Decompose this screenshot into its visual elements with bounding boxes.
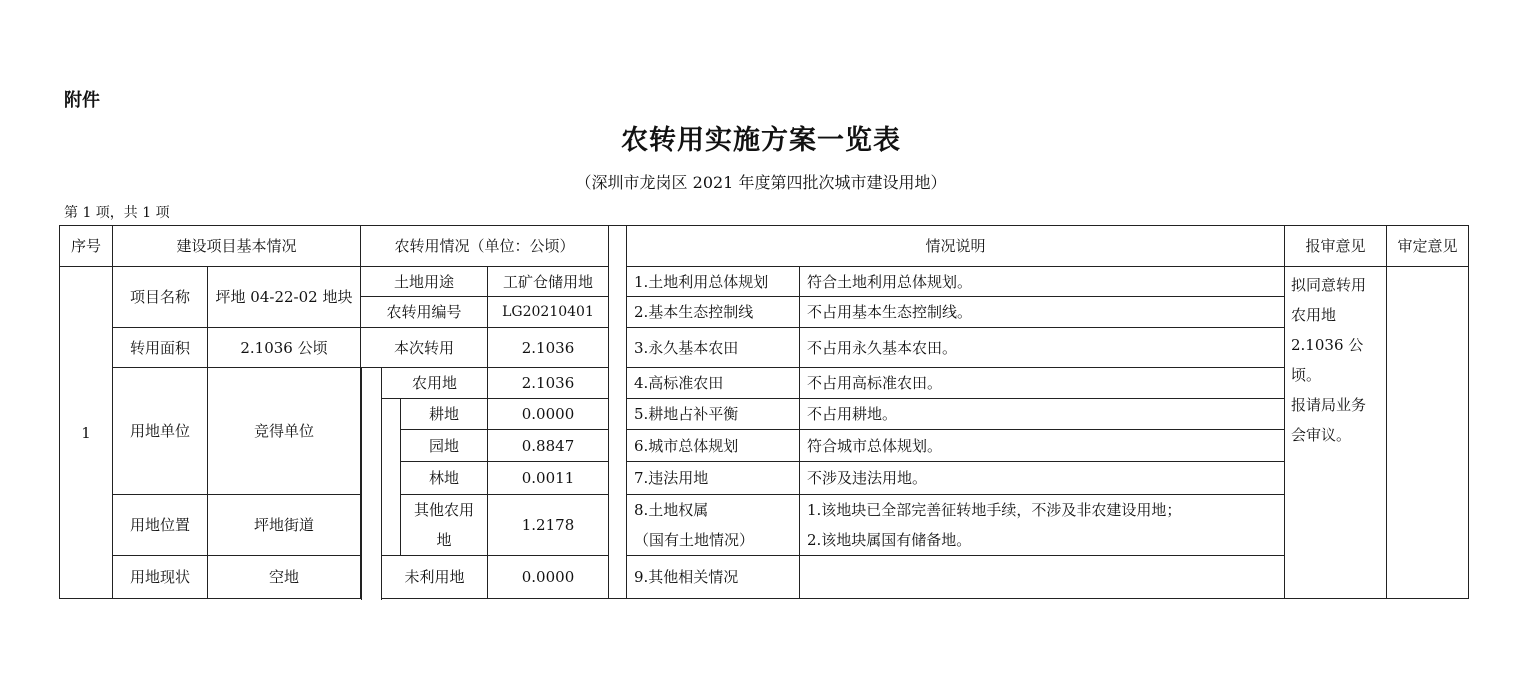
arable-label: 耕地 [400, 398, 488, 430]
unused-value: 0.0000 [487, 555, 609, 599]
agri-label: 农用地 [381, 367, 488, 399]
area-label: 转用面积 [112, 327, 208, 368]
code-value: LG20210401 [487, 296, 609, 328]
explanation-item: 9.其他相关情况 [626, 555, 800, 599]
explanation-desc [799, 555, 1285, 599]
current-conversion-label: 本次转用 [360, 327, 488, 368]
row-seq: 1 [59, 266, 113, 599]
code-label: 农转用编号 [360, 296, 488, 328]
unit-value: 竞得单位 [207, 367, 361, 495]
land-use-label: 土地用途 [360, 266, 488, 297]
spacer-column [608, 225, 627, 599]
unused-label: 未利用地 [381, 555, 488, 599]
explanation-desc: 不占用永久基本农田。 [799, 327, 1285, 368]
forest-value: 0.0011 [487, 461, 609, 495]
explanation-item: 6.城市总体规划 [626, 429, 800, 462]
header-explanation: 情况说明 [626, 225, 1285, 267]
arable-value: 0.0000 [487, 398, 609, 430]
unit-label: 用地单位 [112, 367, 208, 495]
conversion-left-border [361, 368, 362, 600]
page-subtitle: （深圳市龙岗区 2021 年度第四批次城市建设用地） [575, 173, 947, 192]
explanation-item: 2.基本生态控制线 [626, 296, 800, 328]
header-review: 报审意见 [1284, 225, 1387, 267]
explanation-desc: 不占用耕地。 [799, 398, 1285, 430]
header-conversion: 农转用情况（单位：公顷） [360, 225, 609, 267]
area-value: 2.1036 公顷 [207, 327, 361, 368]
explanation-item: 5.耕地占补平衡 [626, 398, 800, 430]
project-name-label: 项目名称 [112, 266, 208, 328]
status-value: 空地 [207, 555, 361, 599]
explanation-item: 8.土地权属 （国有土地情况） [626, 494, 800, 556]
forest-label: 林地 [400, 461, 488, 495]
header-project: 建设项目基本情况 [112, 225, 361, 267]
explanation-desc: 符合城市总体规划。 [799, 429, 1285, 462]
explanation-item: 7.违法用地 [626, 461, 800, 495]
agri-value: 2.1036 [487, 367, 609, 399]
explanation-desc: 1.该地块已全部完善征转地手续，不涉及非农建设用地； 2.该地块属国有储备地。 [799, 494, 1285, 556]
item-count: 第 1 项，共 1 项 [64, 205, 170, 221]
explanation-item: 1.土地利用总体规划 [626, 266, 800, 297]
garden-label: 园地 [400, 429, 488, 462]
current-conversion-value: 2.1036 [487, 327, 609, 368]
explanation-item: 4.高标准农田 [626, 367, 800, 399]
project-name-value: 坪地 04-22-02 地块 [207, 266, 361, 328]
page-title: 农转用实施方案一览表 [621, 125, 901, 156]
explanation-desc: 符合土地利用总体规划。 [799, 266, 1285, 297]
land-use-value: 工矿仓储用地 [487, 266, 609, 297]
other-agri-value: 1.2178 [487, 494, 609, 556]
header-seq: 序号 [59, 225, 113, 267]
explanation-desc: 不占用基本生态控制线。 [799, 296, 1285, 328]
review-opinion: 拟同意转用 农用地 2.1036 公顷。 报请局业务 会审议。 [1284, 266, 1387, 599]
garden-value: 0.8847 [487, 429, 609, 462]
location-label: 用地位置 [112, 494, 208, 556]
other-agri-label: 其他农用 地 [400, 494, 488, 556]
explanation-item: 3.永久基本农田 [626, 327, 800, 368]
approval-opinion [1386, 266, 1469, 599]
status-label: 用地现状 [112, 555, 208, 599]
attachment-label: 附件 [64, 90, 100, 111]
location-value: 坪地街道 [207, 494, 361, 556]
header-approval: 审定意见 [1386, 225, 1469, 267]
explanation-desc: 不占用高标准农田。 [799, 367, 1285, 399]
explanation-desc: 不涉及违法用地。 [799, 461, 1285, 495]
